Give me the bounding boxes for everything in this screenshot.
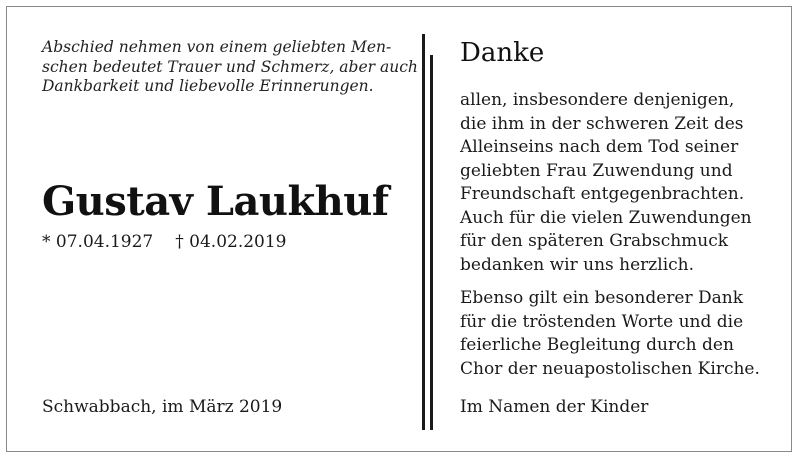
- divider-line: [422, 34, 425, 430]
- paragraph-line: für den späteren Grabschmuck: [460, 231, 729, 251]
- paragraph-line: Auch für die vielen Zuwendungen: [460, 207, 752, 228]
- quote-line: Abschied nehmen von einem geliebten Men-: [42, 38, 392, 56]
- paragraph-line: Alleinseins nach dem Tod seiner: [460, 137, 739, 157]
- paragraph-line: Ebenso gilt ein besonderer Dank: [460, 288, 744, 308]
- quote-line: Dankbarkeit und liebevolle Erinnerungen.: [42, 77, 374, 95]
- paragraph-line: Freundschaft entgegenbrachten.: [460, 184, 745, 204]
- paragraph-line: die ihm in der schweren Zeit des: [460, 113, 744, 134]
- paragraph-line: geliebten Frau Zuwendung und: [460, 160, 733, 181]
- divider-line-secondary: [430, 55, 433, 430]
- death-date: † 04.02.2019: [175, 232, 287, 252]
- quote-line: schen bedeutet Trauer und Schmerz, aber auch: [42, 57, 418, 76]
- thanks-paragraph-2: [460, 287, 760, 381]
- paragraph-line: für die tröstenden Worte und die: [460, 311, 744, 332]
- thanks-paragraph-1: [460, 89, 752, 277]
- paragraph-line: feierliche Begleitung durch den: [460, 335, 734, 355]
- paragraph-line: Chor der neuapostolischen Kirche.: [460, 358, 760, 379]
- life-dates: [42, 232, 287, 252]
- thanks-heading: Danke: [460, 38, 545, 68]
- paragraph-line: bedanken wir uns herzlich.: [460, 254, 695, 275]
- paragraph-line: allen, insbesondere denjenigen,: [460, 90, 735, 110]
- birth-date: * 07.04.1927: [42, 232, 154, 252]
- place-and-date: Schwabbach, im März 2019: [42, 397, 283, 417]
- opening-quote: [42, 38, 418, 97]
- signature: Im Namen der Kinder: [460, 397, 649, 417]
- deceased-name: Gustav Laukhuf: [42, 178, 389, 225]
